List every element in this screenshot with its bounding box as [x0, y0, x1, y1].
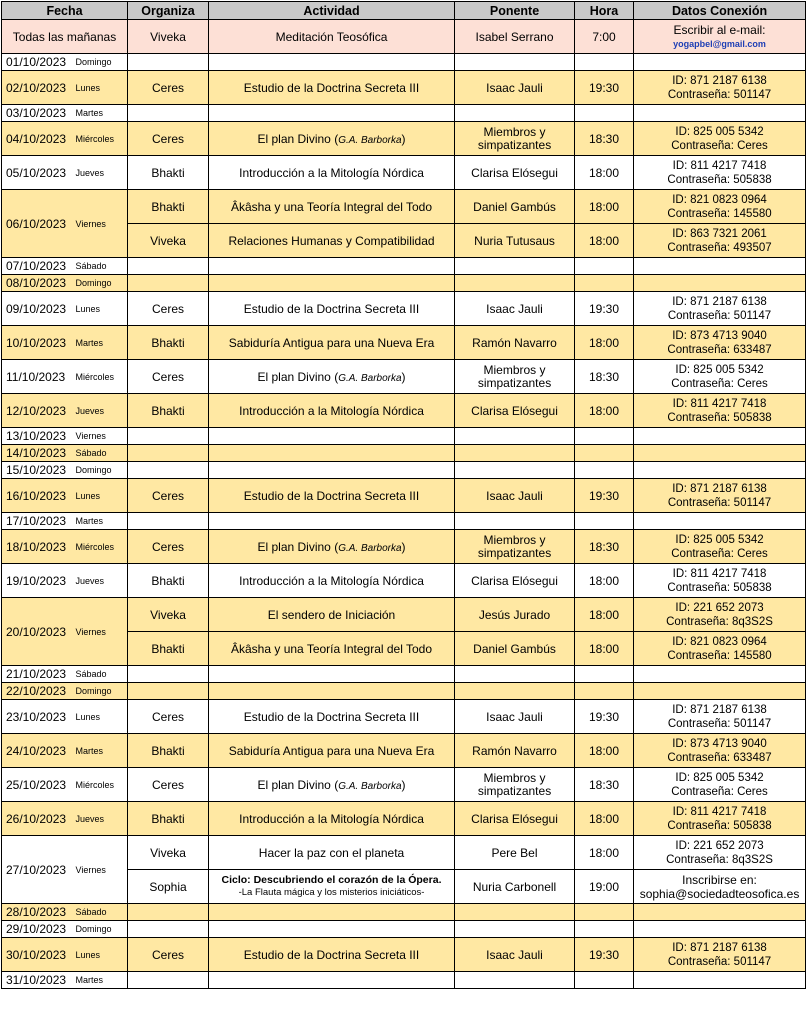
organizer: Ceres — [128, 479, 209, 513]
password: Contraseña: 8q3S2S — [666, 853, 773, 866]
table-row — [2, 938, 806, 972]
connection — [634, 598, 806, 632]
speaker: Daniel Gambús — [455, 632, 575, 666]
meeting-id: ID: 871 2187 6138 — [672, 941, 767, 954]
password: Contraseña: Ceres — [671, 547, 768, 560]
organizer: Bhakti — [128, 632, 209, 666]
table-row — [2, 836, 806, 870]
cycle-title: Ciclo: Descubriendo el corazón de la Ópera. — [221, 874, 442, 886]
speaker-line2: simpatizantes — [477, 375, 552, 390]
connection — [634, 802, 806, 836]
activity — [209, 768, 455, 802]
meeting-id: ID: 811 4217 7418 — [672, 397, 767, 410]
password: Contraseña: 501147 — [667, 88, 772, 101]
date: 30/10/2023 — [2, 938, 74, 972]
header-organiza: Organiza — [128, 2, 209, 20]
date: 09/10/2023 — [2, 292, 74, 326]
connection — [634, 190, 806, 224]
time: 18:00 — [575, 836, 634, 870]
organizer: Ceres — [128, 122, 209, 156]
date: 24/10/2023 — [2, 734, 74, 768]
organizer: Ceres — [128, 71, 209, 105]
table-row — [2, 564, 806, 598]
time: 18:30 — [575, 122, 634, 156]
weekday: Lunes — [74, 71, 128, 105]
password: Contraseña: 501147 — [667, 496, 772, 509]
date: 15/10/2023 — [2, 462, 74, 479]
connection-line1: Inscribirse en: — [682, 872, 757, 887]
weekday: Lunes — [74, 700, 128, 734]
date: 08/10/2023 — [2, 275, 74, 292]
speaker: Isaac Jauli — [455, 700, 575, 734]
connection — [634, 870, 806, 904]
date: 20/10/2023 — [2, 598, 74, 666]
morning-fecha: Todas las mañanas — [2, 20, 128, 54]
connection — [634, 360, 806, 394]
time: 19:30 — [575, 700, 634, 734]
table-row — [2, 292, 806, 326]
activity-title: El plan Divino ( — [257, 539, 339, 554]
connection — [634, 20, 806, 54]
speaker: Nuria Carbonell — [455, 870, 575, 904]
connection — [634, 71, 806, 105]
date: 11/10/2023 — [2, 360, 74, 394]
table-row — [2, 105, 806, 122]
speaker: Ramón Navarro — [455, 326, 575, 360]
time: 18:00 — [575, 326, 634, 360]
activity: Estudio de la Doctrina Secreta III — [209, 700, 455, 734]
table-row — [2, 445, 806, 462]
time: 18:30 — [575, 768, 634, 802]
organizer: Ceres — [128, 292, 209, 326]
activity — [209, 122, 455, 156]
activity-close: ) — [401, 369, 406, 384]
meeting-id: ID: 811 4217 7418 — [672, 159, 767, 172]
meeting-id: ID: 871 2187 6138 — [672, 482, 767, 495]
speaker — [455, 530, 575, 564]
activity-author: G.A. Barborka — [338, 542, 402, 554]
activity-close: ) — [401, 131, 406, 146]
activity: Âkâsha y una Teoría Integral del Todo — [209, 632, 455, 666]
speaker-line2: simpatizantes — [477, 545, 552, 560]
organizer: Ceres — [128, 938, 209, 972]
activity: Introducción a la Mitología Nórdica — [209, 394, 455, 428]
date: 29/10/2023 — [2, 921, 74, 938]
table-row — [2, 683, 806, 700]
table-row — [2, 598, 806, 632]
weekday: Miércoles — [74, 530, 128, 564]
organizer: Bhakti — [128, 326, 209, 360]
date: 13/10/2023 — [2, 428, 74, 445]
table-row — [2, 921, 806, 938]
activity: Introducción a la Mitología Nórdica — [209, 156, 455, 190]
table-row — [2, 156, 806, 190]
activity-author: G.A. Barborka — [338, 134, 402, 146]
weekday: Lunes — [74, 938, 128, 972]
connection — [634, 530, 806, 564]
organizer: Sophia — [128, 870, 209, 904]
connection — [634, 734, 806, 768]
date: 17/10/2023 — [2, 513, 74, 530]
date: 28/10/2023 — [2, 904, 74, 921]
time: 18:00 — [575, 802, 634, 836]
table-row — [2, 275, 806, 292]
meeting-id: ID: 825 005 5342 — [675, 533, 764, 546]
header-fecha: Fecha — [2, 2, 128, 20]
table-row — [2, 122, 806, 156]
time: 19:30 — [575, 479, 634, 513]
password: Contraseña: 633487 — [667, 751, 772, 764]
speaker-line1: Miembros y — [483, 770, 546, 785]
weekday: Domingo — [74, 462, 128, 479]
table-row — [2, 972, 806, 989]
organizer: Viveka — [128, 836, 209, 870]
speaker: Clarisa Elósegui — [455, 802, 575, 836]
activity: Âkâsha y una Teoría Integral del Todo — [209, 190, 455, 224]
weekday: Viernes — [74, 836, 128, 904]
speaker: Isaac Jauli — [455, 292, 575, 326]
table-row — [2, 768, 806, 802]
weekday: Domingo — [74, 921, 128, 938]
date: 10/10/2023 — [2, 326, 74, 360]
speaker: Isabel Serrano — [455, 20, 575, 54]
weekday: Jueves — [74, 156, 128, 190]
connection — [634, 292, 806, 326]
weekday: Miércoles — [74, 768, 128, 802]
table-row — [2, 394, 806, 428]
activity-title: El plan Divino ( — [257, 777, 339, 792]
speaker: Ramón Navarro — [455, 734, 575, 768]
header-hora: Hora — [575, 2, 634, 20]
table-row — [2, 462, 806, 479]
meeting-id: ID: 873 4713 9040 — [672, 329, 767, 342]
weekday: Domingo — [74, 683, 128, 700]
table-row — [2, 258, 806, 275]
weekday: Domingo — [74, 54, 128, 71]
weekday: Viernes — [74, 190, 128, 258]
password: Contraseña: 505838 — [667, 819, 772, 832]
date: 04/10/2023 — [2, 122, 74, 156]
weekday: Jueves — [74, 564, 128, 598]
speaker-line2: simpatizantes — [477, 783, 552, 798]
time: 18:00 — [575, 632, 634, 666]
meeting-id: ID: 825 005 5342 — [675, 771, 764, 784]
date: 19/10/2023 — [2, 564, 74, 598]
activity: El sendero de Iniciación — [209, 598, 455, 632]
date: 26/10/2023 — [2, 802, 74, 836]
time: 19:30 — [575, 71, 634, 105]
connection — [634, 632, 806, 666]
table-row — [2, 666, 806, 683]
time: 18:00 — [575, 394, 634, 428]
time: 19:00 — [575, 870, 634, 904]
meeting-id: ID: 221 652 2073 — [675, 601, 764, 614]
table-row — [2, 700, 806, 734]
time: 18:30 — [575, 360, 634, 394]
activity — [209, 870, 455, 904]
speaker: Clarisa Elósegui — [455, 394, 575, 428]
organizer: Bhakti — [128, 564, 209, 598]
table-row — [2, 513, 806, 530]
weekday: Viernes — [74, 598, 128, 666]
speaker: Daniel Gambús — [455, 190, 575, 224]
password: Contraseña: 501147 — [667, 955, 772, 968]
date: 31/10/2023 — [2, 972, 74, 989]
header-actividad: Actividad — [209, 2, 455, 20]
password: Contraseña: Ceres — [671, 377, 768, 390]
meeting-id: ID: 825 005 5342 — [675, 125, 764, 138]
organizer: Bhakti — [128, 190, 209, 224]
date: 16/10/2023 — [2, 479, 74, 513]
activity: Hacer la paz con el planeta — [209, 836, 455, 870]
speaker-line1: Miembros y — [483, 362, 546, 377]
organizer: Ceres — [128, 360, 209, 394]
activity-title: El plan Divino ( — [257, 131, 339, 146]
weekday: Jueves — [74, 394, 128, 428]
password: Contraseña: 145580 — [667, 207, 772, 220]
weekday: Martes — [74, 326, 128, 360]
meeting-id: ID: 821 0823 0964 — [672, 193, 767, 206]
connection — [634, 768, 806, 802]
time: 19:30 — [575, 292, 634, 326]
weekday: Domingo — [74, 275, 128, 292]
weekday: Sábado — [74, 666, 128, 683]
meeting-id: ID: 811 4217 7418 — [672, 567, 767, 580]
table-row — [2, 326, 806, 360]
organizer: Bhakti — [128, 156, 209, 190]
date: 06/10/2023 — [2, 190, 74, 258]
meeting-id: ID: 871 2187 6138 — [672, 74, 767, 87]
table-row — [2, 360, 806, 394]
speaker-line1: Miembros y — [483, 532, 546, 547]
speaker: Isaac Jauli — [455, 71, 575, 105]
organizer: Viveka — [128, 20, 209, 54]
meeting-id: ID: 873 4713 9040 — [672, 737, 767, 750]
meeting-id: ID: 863 7321 2061 — [672, 227, 767, 240]
meeting-id: ID: 821 0823 0964 — [672, 635, 767, 648]
activity-author: G.A. Barborka — [338, 372, 402, 384]
email-link[interactable]: yogapbel@gmail.com — [673, 38, 766, 49]
weekday: Sábado — [74, 258, 128, 275]
connection — [634, 394, 806, 428]
speaker — [455, 360, 575, 394]
organizer: Viveka — [128, 598, 209, 632]
email-link[interactable]: sophia@sociedadteosofica.es — [639, 886, 800, 901]
weekday: Sábado — [74, 904, 128, 921]
time: 18:00 — [575, 734, 634, 768]
meeting-id: ID: 825 005 5342 — [675, 363, 764, 376]
password: Contraseña: 505838 — [667, 411, 772, 424]
password: Contraseña: 493507 — [667, 241, 772, 254]
time: 19:30 — [575, 938, 634, 972]
organizer: Ceres — [128, 768, 209, 802]
weekday: Sábado — [74, 445, 128, 462]
speaker: Isaac Jauli — [455, 938, 575, 972]
date: 03/10/2023 — [2, 105, 74, 122]
speaker: Nuria Tutusaus — [455, 224, 575, 258]
time: 18:00 — [575, 224, 634, 258]
schedule-table — [1, 1, 806, 989]
organizer: Bhakti — [128, 394, 209, 428]
organizer: Ceres — [128, 700, 209, 734]
speaker: Clarisa Elósegui — [455, 156, 575, 190]
time: 7:00 — [575, 20, 634, 54]
weekday: Lunes — [74, 292, 128, 326]
time: 18:00 — [575, 564, 634, 598]
date: 21/10/2023 — [2, 666, 74, 683]
activity-close: ) — [401, 539, 406, 554]
connection — [634, 156, 806, 190]
activity: Estudio de la Doctrina Secreta III — [209, 479, 455, 513]
date: 01/10/2023 — [2, 54, 74, 71]
speaker — [455, 768, 575, 802]
speaker-line1: Miembros y — [483, 124, 546, 139]
date: 22/10/2023 — [2, 683, 74, 700]
connection — [634, 700, 806, 734]
date: 23/10/2023 — [2, 700, 74, 734]
table-row — [2, 904, 806, 921]
activity-author: G.A. Barborka — [338, 780, 402, 792]
weekday: Martes — [74, 734, 128, 768]
table-row — [2, 71, 806, 105]
date: 05/10/2023 — [2, 156, 74, 190]
password: Contraseña: 501147 — [667, 717, 772, 730]
weekday: Martes — [74, 513, 128, 530]
organizer: Bhakti — [128, 802, 209, 836]
table-row — [2, 428, 806, 445]
activity: Estudio de la Doctrina Secreta III — [209, 71, 455, 105]
cycle-subtitle: -La Flauta mágica y los misterios iniciáticos- — [238, 887, 425, 898]
date: 25/10/2023 — [2, 768, 74, 802]
speaker: Isaac Jauli — [455, 479, 575, 513]
table-row — [2, 54, 806, 71]
weekday: Martes — [74, 105, 128, 122]
time: 18:30 — [575, 530, 634, 564]
weekday: Miércoles — [74, 360, 128, 394]
weekday: Martes — [74, 972, 128, 989]
meeting-id: ID: 871 2187 6138 — [672, 295, 767, 308]
speaker: Pere Bel — [455, 836, 575, 870]
date: 07/10/2023 — [2, 258, 74, 275]
time: 18:00 — [575, 598, 634, 632]
connection — [634, 836, 806, 870]
weekday: Miércoles — [74, 122, 128, 156]
date: 27/10/2023 — [2, 836, 74, 904]
header-conexion: Datos Conexión — [634, 2, 806, 20]
password: Contraseña: Ceres — [671, 139, 768, 152]
date: 14/10/2023 — [2, 445, 74, 462]
connection — [634, 938, 806, 972]
activity-close: ) — [401, 777, 406, 792]
table-row — [2, 802, 806, 836]
speaker: Clarisa Elósegui — [455, 564, 575, 598]
password: Contraseña: 501147 — [667, 309, 772, 322]
activity-title: El plan Divino ( — [257, 369, 339, 384]
password: Contraseña: 505838 — [667, 173, 772, 186]
password: Contraseña: 145580 — [667, 649, 772, 662]
connection — [634, 564, 806, 598]
organizer: Viveka — [128, 224, 209, 258]
weekday: Lunes — [74, 479, 128, 513]
connection — [634, 326, 806, 360]
table-row — [2, 190, 806, 224]
connection — [634, 224, 806, 258]
meeting-id: ID: 811 4217 7418 — [672, 805, 767, 818]
weekday: Jueves — [74, 802, 128, 836]
connection-line1: Escribir al e-mail: — [673, 22, 766, 37]
activity — [209, 360, 455, 394]
meeting-id: ID: 871 2187 6138 — [672, 703, 767, 716]
password: Contraseña: 505838 — [667, 581, 772, 594]
connection — [634, 122, 806, 156]
activity: Estudio de la Doctrina Secreta III — [209, 292, 455, 326]
table-row — [2, 734, 806, 768]
speaker — [455, 122, 575, 156]
organizer: Bhakti — [128, 734, 209, 768]
activity: Introducción a la Mitología Nórdica — [209, 564, 455, 598]
activity — [209, 530, 455, 564]
speaker-line2: simpatizantes — [477, 137, 552, 152]
date: 12/10/2023 — [2, 394, 74, 428]
activity: Estudio de la Doctrina Secreta III — [209, 938, 455, 972]
date: 18/10/2023 — [2, 530, 74, 564]
organizer: Ceres — [128, 530, 209, 564]
morning-row — [2, 20, 806, 54]
activity: Sabiduría Antigua para una Nueva Era — [209, 326, 455, 360]
password: Contraseña: 633487 — [667, 343, 772, 356]
table-row — [2, 479, 806, 513]
weekday: Viernes — [74, 428, 128, 445]
activity: Meditación Teosófica — [209, 20, 455, 54]
time: 18:00 — [575, 156, 634, 190]
activity: Introducción a la Mitología Nórdica — [209, 802, 455, 836]
header-ponente: Ponente — [455, 2, 575, 20]
time: 18:00 — [575, 190, 634, 224]
meeting-id: ID: 221 652 2073 — [675, 839, 764, 852]
connection — [634, 479, 806, 513]
activity: Relaciones Humanas y Compatibilidad — [209, 224, 455, 258]
password: Contraseña: Ceres — [671, 785, 768, 798]
activity: Sabiduría Antigua para una Nueva Era — [209, 734, 455, 768]
date: 02/10/2023 — [2, 71, 74, 105]
table-row — [2, 530, 806, 564]
header-row — [2, 2, 806, 20]
password: Contraseña: 8q3S2S — [666, 615, 773, 628]
speaker: Jesús Jurado — [455, 598, 575, 632]
